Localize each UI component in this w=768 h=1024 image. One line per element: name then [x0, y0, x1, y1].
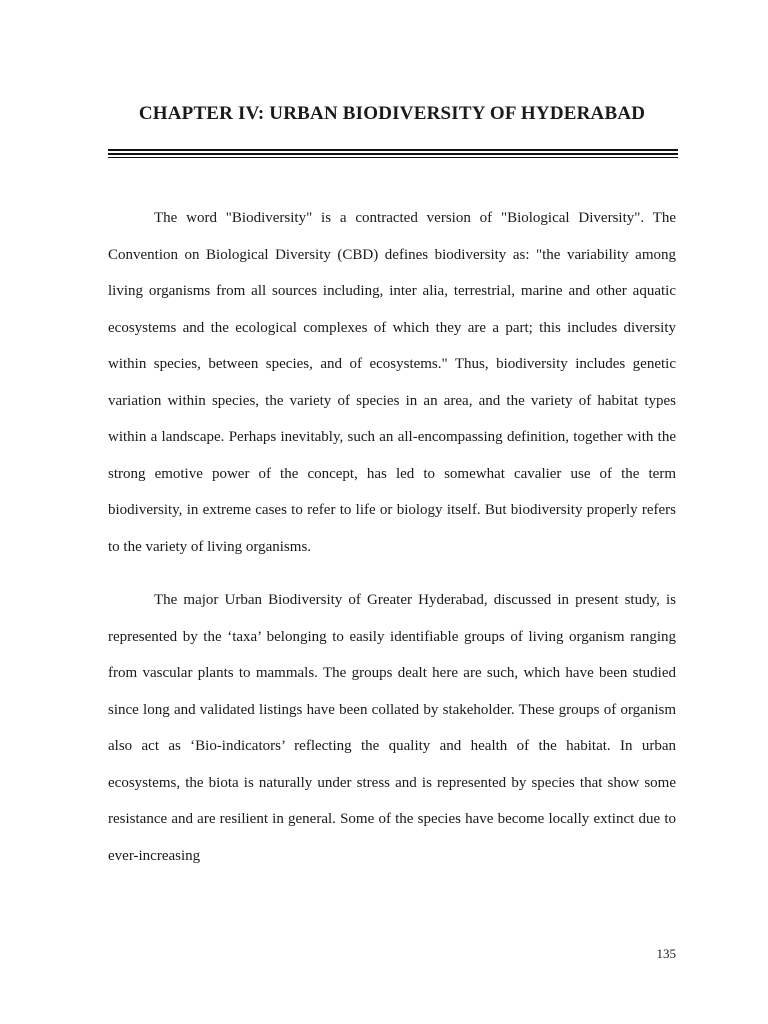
- title-divider-thick: [108, 149, 678, 151]
- title-divider-thin: [108, 157, 678, 158]
- title-divider-middle: [108, 153, 678, 155]
- page-number: 135: [656, 946, 676, 961]
- paragraph: The major Urban Biodiversity of Greater Hyderabad, discussed in present study, is represented by the ‘taxa’ belonging to easily identifiable groups of living organism ranging from vascular plants to mammals. The groups dealt here are such, which have been studied since long and validated listings have been collated by stakeholder. These groups of organism also act as ‘Bio-indicators’ reflecting the quality and health of the habitat. In urban ecosystems, the biota is naturally under stress and is represented by species that show some resistance and are resilient in general. Some of the species have become locally extinct due to ever-increasing: [108, 592, 676, 864]
- paragraph: The word "Biodiversity" is a contracted version of "Biological Diversity". The Convention on Biological Diversity (CBD) defines biodiversity as: "the variability among living organisms from all sources including, inter alia, terrestrial, marine and other aquatic ecosystems and the ecological complexes of which they are a part; this includes diversity within species, between species, and of ecosystems." Thus, biodiversity includes genetic variation within species, the variety of species in an area, and the variety of habitat types within a landscape. Perhaps inevitably, such an all-encompassing definition, together with the strong emotive power of the concept, has led to somewhat cavalier use of the term biodiversity, in extreme cases to refer to life or biology itself. But biodiversity properly refers to the variety of living organisms.: [108, 210, 676, 555]
- body-text: [108, 200, 676, 874]
- chapter-title: CHAPTER IV: URBAN BIODIVERSITY OF HYDERABAD: [138, 103, 646, 124]
